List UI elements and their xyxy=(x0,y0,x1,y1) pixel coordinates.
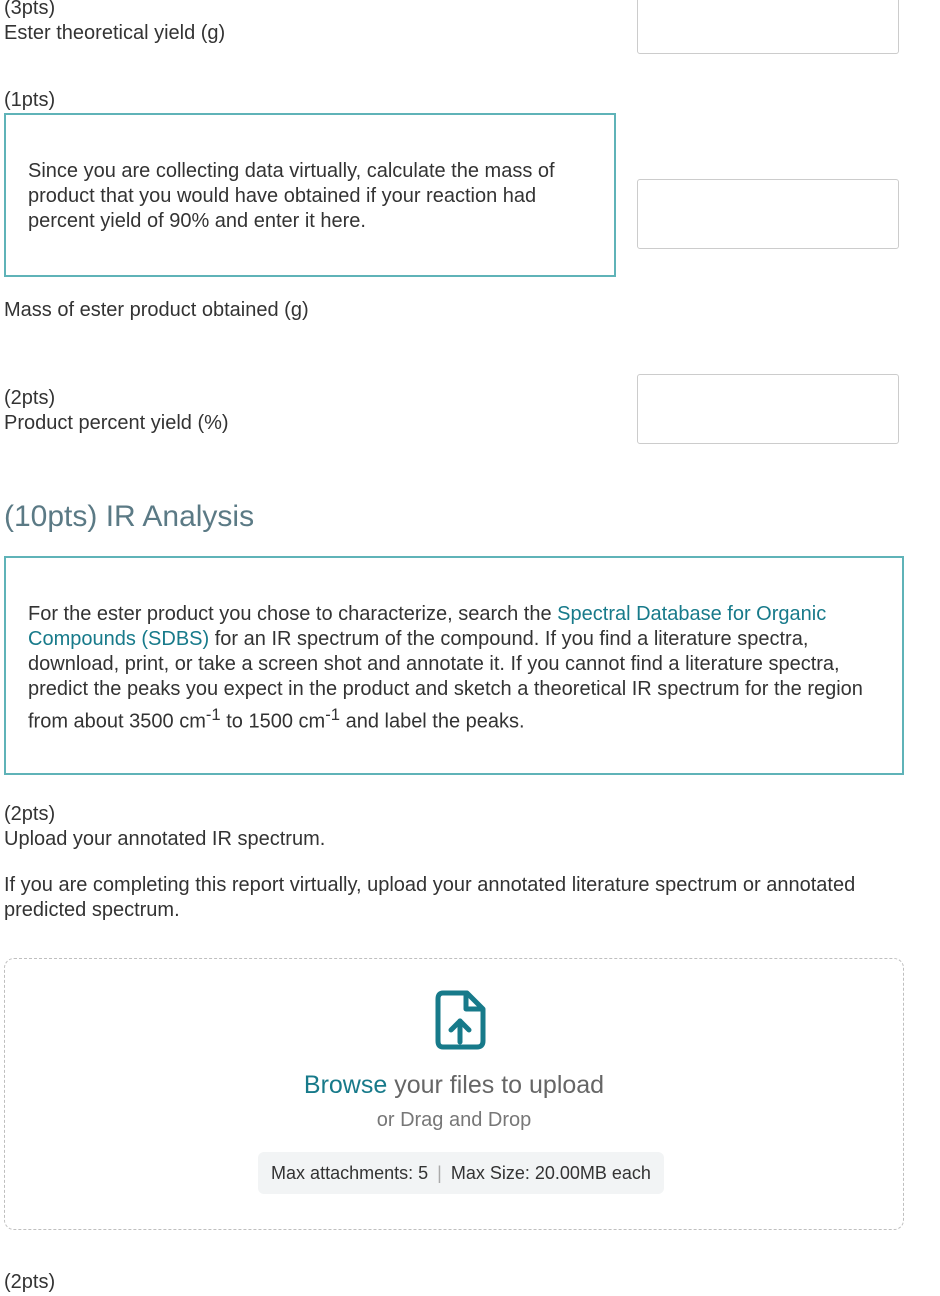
max-size: Max Size: 20.00MB each xyxy=(450,1163,651,1183)
ir-info-suffix: and label the peaks. xyxy=(340,710,525,733)
mass-obtained-label: Mass of ester product obtained (g) xyxy=(4,299,309,321)
upload-description: If you are completing this report virtually, upload your annotated literature spectrum or annotated predicted spectrum. xyxy=(4,874,856,921)
ir-info-box xyxy=(4,556,904,775)
ir-analysis-heading: (10pts) IR Analysis xyxy=(4,500,255,533)
percent-yield-points: (2pts) xyxy=(4,387,56,409)
upload-label: Upload your annotated IR spectrum. xyxy=(4,828,326,850)
ir-info-sup-1: -1 xyxy=(205,705,221,724)
ir-info-mid: for an IR spectrum of the compound. If you find a literature spectra, download, print, or take a screen shot and annotate it. If you cannot find a literature spectra, predict the peaks you expect in the product and sketch a theoretical IR spectrum for the region from about 3500 cm xyxy=(28,628,863,733)
ester-yield-label: Ester theoretical yield (g) xyxy=(4,22,226,44)
drag-drop-text: or Drag and Drop xyxy=(376,1109,532,1131)
mass-obtained-info-box xyxy=(4,113,616,277)
browse-line xyxy=(5,1069,903,1101)
percent-yield-input[interactable] xyxy=(637,374,899,444)
limits-separator: | xyxy=(437,1163,442,1183)
ir-info-text xyxy=(28,602,878,735)
upload-points: (2pts) xyxy=(4,803,56,825)
ir-info-prefix: For the ester product you chose to characterize, search the xyxy=(28,603,558,625)
mass-obtained-info-text: Since you are collecting data virtually, calculate the mass of product that you would have obtained if your reaction had percent yield of 90% and enter it here. xyxy=(28,160,555,232)
next-item-points: (2pts) xyxy=(4,1271,56,1293)
ester-yield-input[interactable] xyxy=(637,0,899,54)
upload-limits-badge xyxy=(258,1152,664,1194)
mass-obtained-points: (1pts) xyxy=(4,89,56,111)
max-attachments: Max attachments: 5 xyxy=(271,1163,429,1183)
ir-info-to: to 1500 cm xyxy=(220,710,326,733)
percent-yield-label: Product percent yield (%) xyxy=(4,412,229,434)
mass-obtained-input[interactable] xyxy=(637,179,899,249)
browse-link[interactable]: Browse xyxy=(303,1071,388,1099)
browse-rest: your files to upload xyxy=(387,1071,605,1099)
ir-info-sup-2: -1 xyxy=(325,705,341,724)
file-upload-icon xyxy=(435,990,487,1050)
ester-yield-points: (3pts) xyxy=(4,0,56,19)
sdbs-link[interactable]: Spectral Database for Organic Compounds (SDBS) xyxy=(28,603,827,650)
